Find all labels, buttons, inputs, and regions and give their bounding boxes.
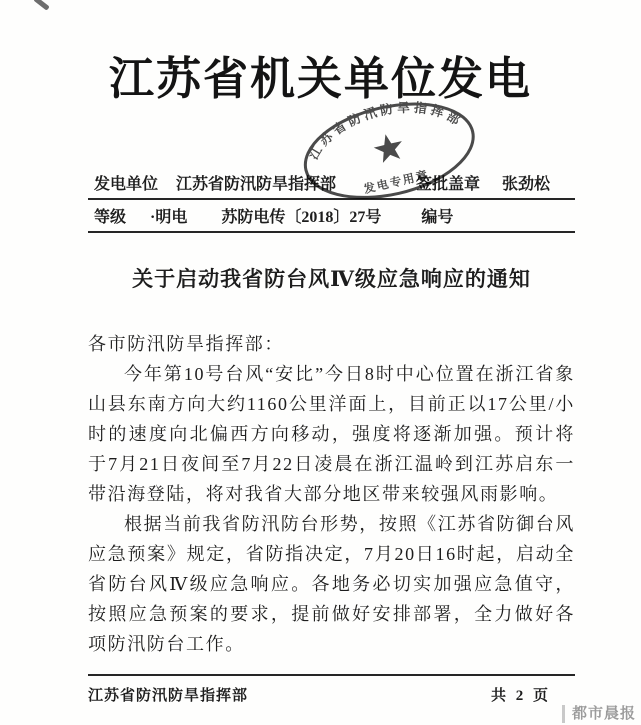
document-footer	[88, 674, 575, 705]
notice-title: 关于启动我省防台风Ⅳ级应急响应的通知	[132, 267, 531, 291]
document-number: 苏防电传〔2018〕27号	[221, 209, 382, 226]
form-value-grade: ·明电	[150, 209, 188, 226]
salutation-line: 各市防汛防旱指挥部：	[88, 334, 284, 354]
form-label-signature-seal: 签批盖章	[416, 176, 481, 193]
form-value-signature-name: 张劲松	[502, 176, 551, 193]
page-title: 江苏省机关单位发电	[108, 52, 532, 105]
telegram-header-form	[88, 167, 575, 233]
star-icon	[371, 131, 405, 164]
footer-page-count: 共 2 页	[490, 688, 551, 704]
form-divider-2	[88, 231, 575, 233]
form-value-issuing-unit: 江苏省防汛防旱指挥部	[176, 176, 337, 193]
seal-bottom-text: 发电专用章	[362, 169, 431, 197]
seal-ring-text: 江苏省防汛防旱指挥部	[306, 100, 466, 162]
form-label-issuing-unit: 发电单位	[94, 176, 159, 193]
form-row-grade	[88, 200, 575, 231]
footer-issuer: 江苏省防汛防旱指挥部	[88, 688, 249, 704]
form-label-serial: 编号	[421, 209, 454, 226]
body-paragraph-1: 今年第10号台风“安比”今日8时中心位置在浙江省象山县东南方向大约1160公里洋面上，目前正以17公里/小时的速度向北偏西方向移动，强度将逐渐加强。预计将于7月21日夜间至7月22日凌晨在浙江温岭到江苏启东一带沿海登陆，将对我省大部分地区带来较强风雨影响。	[88, 364, 575, 504]
body-paragraph-2: 根据当前我省防汛防台形势，按照《江苏省防御台风应急预案》规定，省防指决定，7月20日16时起，启动全省防台风Ⅳ级应急响应。各地务必切实加强应急值守，按照应急预案的要求，提前做好安排部署，全力做好各项防汛防台工作。	[88, 514, 575, 654]
document-content	[88, 167, 575, 659]
form-label-grade: 等级	[94, 209, 127, 226]
news-source-watermark: 都市晨报	[562, 705, 636, 723]
notice-body	[88, 329, 575, 659]
form-row-unit	[88, 167, 575, 198]
